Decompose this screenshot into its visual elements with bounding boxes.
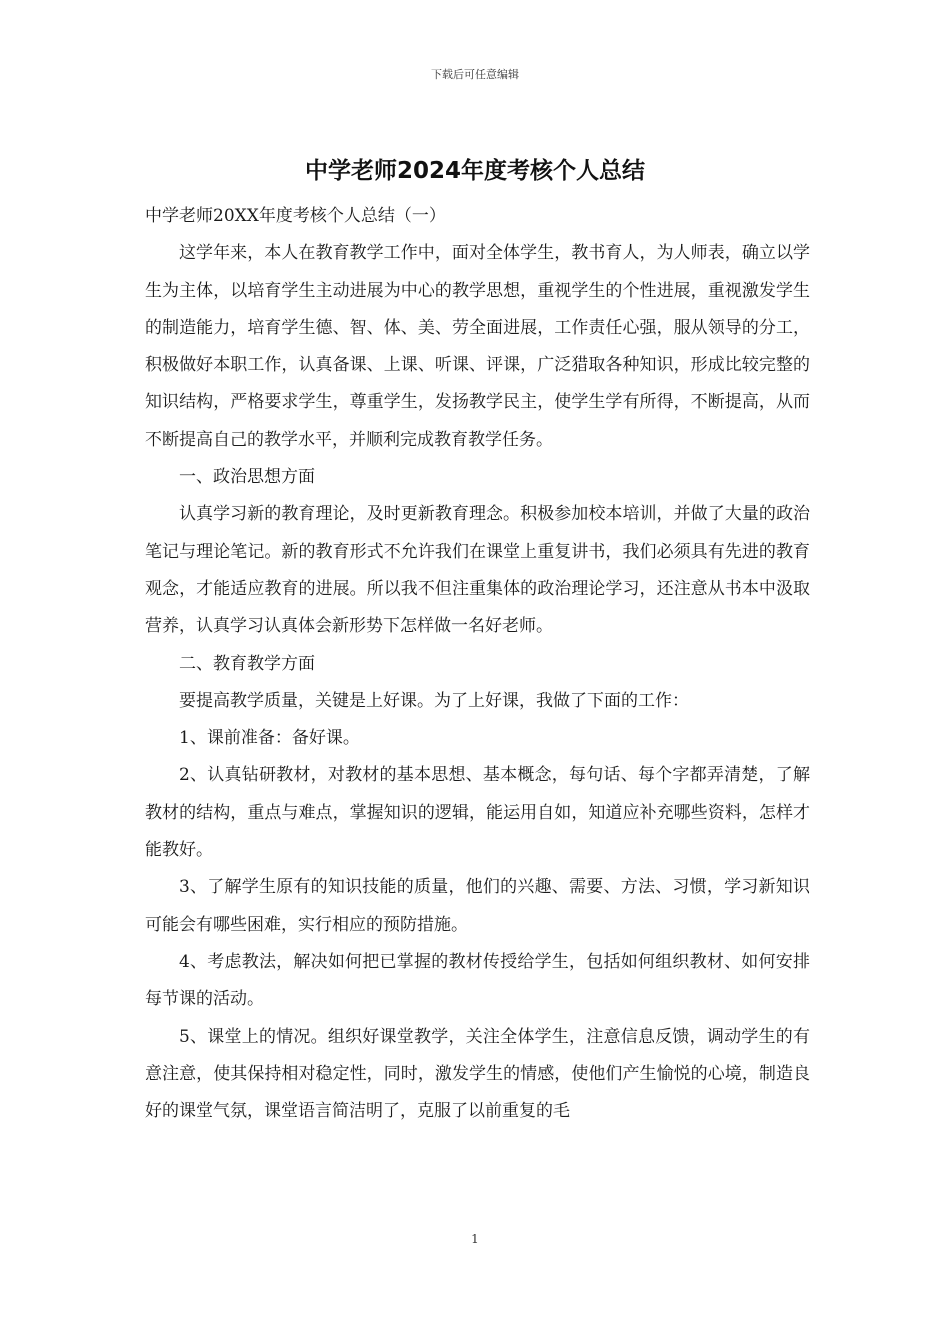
section-heading: 一、政治思想方面 xyxy=(179,467,315,488)
list-item: 2、认真钻研教材，对教材的基本思想、基本概念，每句话、每个字都弄清楚，了解教材的结构，重点与难点，掌握知识的逻辑，能运用自如，知道应补充哪些资料，怎样才能教好。 xyxy=(145,765,810,861)
page-number: 1 xyxy=(471,1232,479,1246)
page-header: 下载后可任意编辑 xyxy=(431,68,519,81)
list-item: 1、课前准备：备好课。 xyxy=(179,728,360,749)
paragraph: 这学年来，本人在教育教学工作中，面对全体学生，教书育人，为人师表，确立以学生为主体，以培育学生主动进展为中心的教学思想，重视学生的个性进展，重视激发学生的制造能力，培育学生德、智、体、美、劳全面进展，工作责任心强，服从领导的分工，积极做好本职工作，认真备课、上课、听课、评课，广泛猎取各种知识，形成比较完整的知识结构，严格要求学生，尊重学生，发扬教学民主，使学生学有所得，不断提高，从而不断提高自己的教学水平，并顺利完成教育教学任务。 xyxy=(145,243,810,450)
list-item: 4、考虑教法，解决如何把已掌握的教材传授给学生，包括如何组织教材、如何安排每节课的活动。 xyxy=(145,951,810,1010)
document-body xyxy=(145,198,810,1130)
section-heading: 二、教育教学方面 xyxy=(179,653,315,674)
document-title: 中学老师2024年度考核个人总结 xyxy=(304,158,645,184)
list-item: 3、了解学生原有的知识技能的质量，他们的兴趣、需要、方法、习惯，学习新知识可能会有哪些困难，实行相应的预防措施。 xyxy=(145,877,810,935)
list-item: 5、课堂上的情况。组织好课堂教学，关注全体学生，注意信息反馈，调动学生的有意注意，使其保持相对稳定性，同时，激发学生的情感，使他们产生愉悦的心境，制造良好的课堂气氛，课堂语言简洁明了，克服了以前重复的毛 xyxy=(145,1026,810,1122)
document-subtitle: 中学老师20XX年度考核个人总结（一） xyxy=(145,206,446,226)
paragraph: 认真学习新的教育理论，及时更新教育理念。积极参加校本培训，并做了大量的政治笔记与理论笔记。新的教育形式不允许我们在课堂上重复讲书，我们必须具有先进的教育观念，才能适应教育的进展。所以我不但注重集体的政治理论学习，还注意从书本中汲取营养，认真学习认真体会新形势下怎样做一名好老师。 xyxy=(145,504,810,637)
paragraph: 要提高教学质量，关键是上好课。为了上好课，我做了下面的工作： xyxy=(179,690,689,711)
